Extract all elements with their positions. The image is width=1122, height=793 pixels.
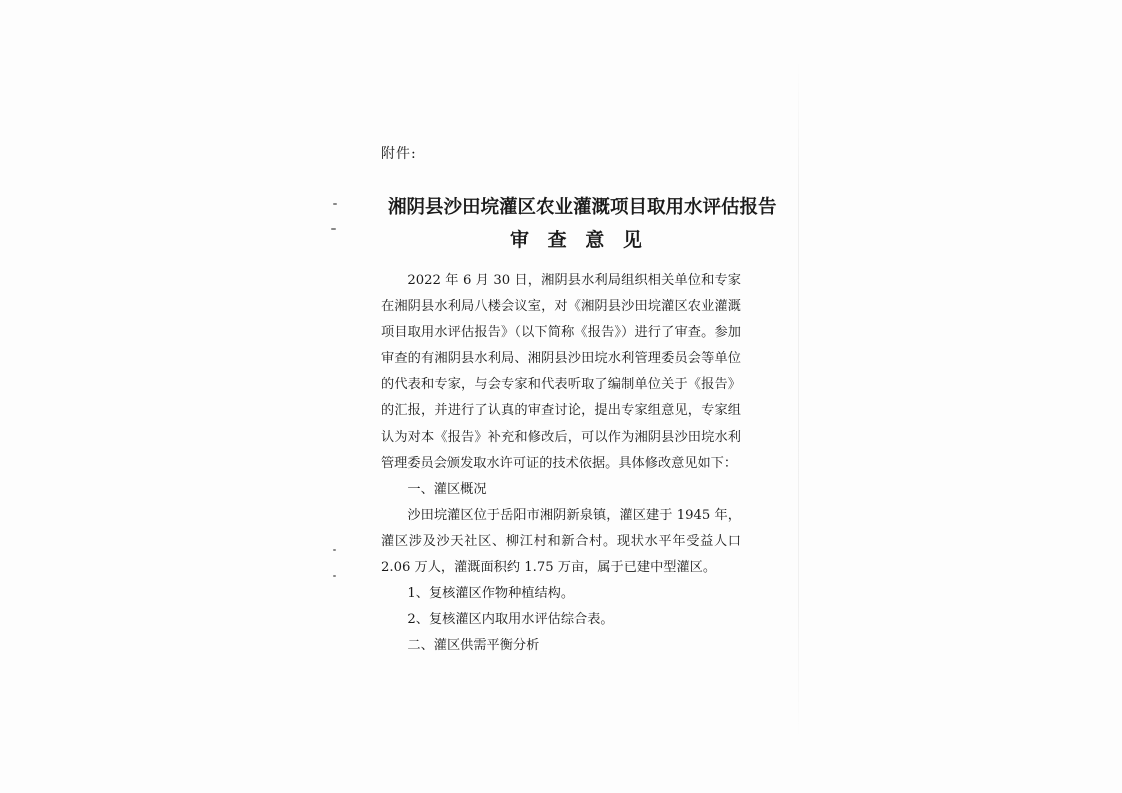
scan-speck [331,228,336,230]
attachment-label: 附件: [381,146,417,162]
document-body [381,268,741,659]
document-title-main: 湘阴县沙田垸灌区农业灌溉项目取用水评估报告 [388,197,777,218]
scan-speck [333,575,336,577]
list-item-2: 2、复核灌区内取用水评估综合表。 [407,612,614,628]
section-heading-1: 一、灌区概况 [407,481,487,497]
list-item-1: 1、复核灌区作物种植结构。 [407,586,575,602]
scan-speck [333,549,336,551]
paragraph-overview: 沙田垸灌区位于岳阳市湘阴新泉镇，灌区建于 1945 年，灌区涉及沙天社区、柳江村和新合村。现状水平年受益人口 2.06 万人，灌溉面积约 1.75 万亩，属于已建中型灌区。 [381,507,741,576]
scan-speck [333,203,337,205]
paragraph-intro: 2022 年 6 月 30 日，湘阴县水利局组织相关单位和专家在湘阴县水利局八楼会议室，对《湘阴县沙田垸灌区农业灌溉项目取用水评估报告》（以下简称《报告》）进行了审查。参加审查的有湘阴县水利局、湘阴县沙田垸水利管理委员会等单位的代表和专家，与会专家和代表听取了编制单位关于《报告》的汇报，并进行了认真的审查讨论，提出专家组意见，专家组认为对本《报告》补充和修改后，可以作为湘阴县沙田垸水利管理委员会颁发取水许可证的技术依据。具体修改意见如下： [381,273,741,471]
page-edge-shadow [798,60,799,740]
section-heading-2: 二、灌区供需平衡分析 [407,638,540,654]
document-title-sub: 审 查 意 见 [510,229,648,251]
